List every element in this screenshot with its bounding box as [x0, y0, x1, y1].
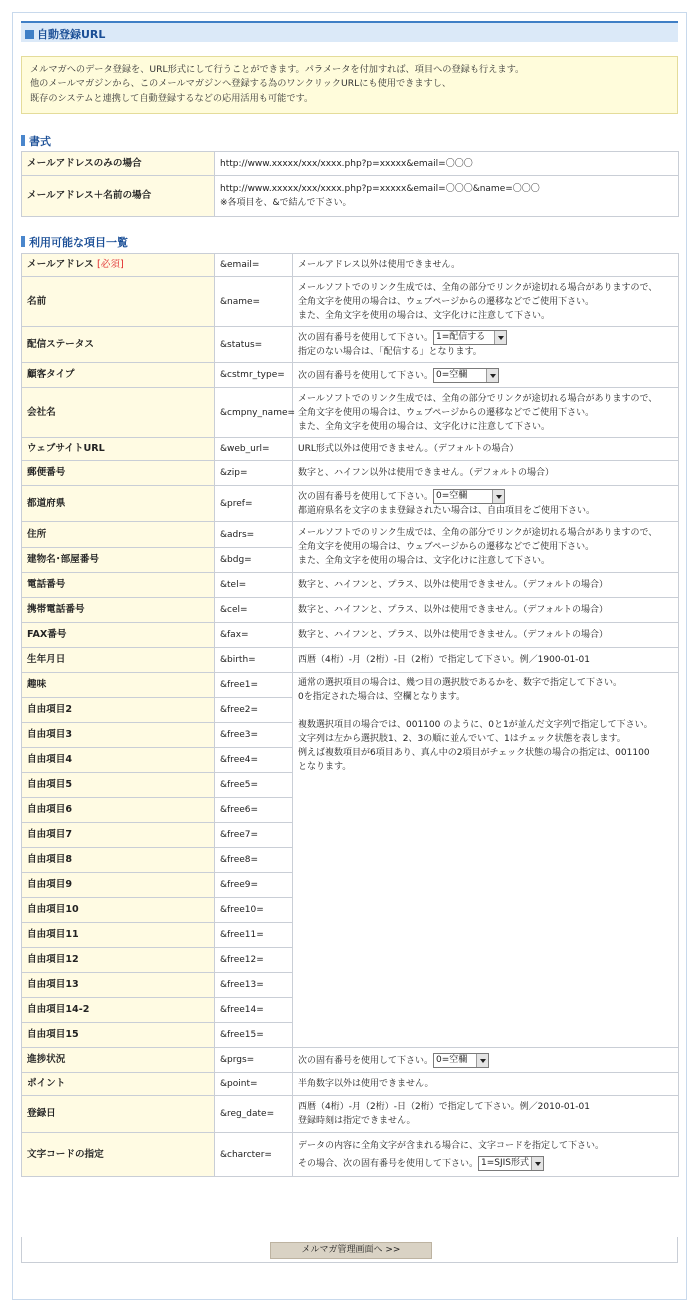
item-param: &prgs= — [215, 1048, 293, 1073]
item-param: &zip= — [215, 461, 293, 486]
item-param: &name= — [215, 277, 293, 327]
item-row — [22, 1073, 679, 1096]
item-row — [22, 598, 679, 623]
format-row — [22, 176, 679, 217]
item-label: 自由項目7 — [22, 823, 215, 848]
format-value: http://www.xxxxx/xxx/xxxx.php?p=xxxxx&email=〇〇〇 — [215, 152, 679, 176]
main-panel — [12, 12, 687, 1300]
item-param: &charcter= — [215, 1133, 293, 1177]
item-label: 自由項目11 — [22, 923, 215, 948]
item-desc: 西暦（4桁）-月（2桁）-日（2桁）で指定して下さい。例／1900-01-01 — [293, 648, 679, 673]
item-label: 進捗状況 — [22, 1048, 215, 1073]
item-param: &adrs= — [215, 522, 293, 548]
item-label: ウェブサイトURL — [22, 438, 215, 461]
item-param: &bdg= — [215, 548, 293, 573]
chevron-down-icon[interactable] — [476, 1054, 488, 1067]
item-row — [22, 573, 679, 598]
item-label: 携帯電話番号 — [22, 598, 215, 623]
item-param: &pref= — [215, 486, 293, 522]
format-table — [21, 151, 679, 217]
items-heading: 利用可能な項目一覧 — [21, 234, 128, 250]
item-label: 自由項目8 — [22, 848, 215, 873]
item-label: 名前 — [22, 277, 215, 327]
item-row — [22, 1096, 679, 1133]
item-param: &free15= — [215, 1023, 293, 1048]
item-label: 登録日 — [22, 1096, 215, 1133]
intro-line: 既存のシステムと連携して自動登録するなどの応用活用も可能です。 — [30, 92, 314, 104]
chevron-down-icon[interactable] — [494, 331, 506, 344]
item-row — [22, 1048, 679, 1073]
item-row — [22, 623, 679, 648]
item-desc: 次の固有番号を使用して下さい。 0=空欄 — [293, 1048, 679, 1073]
item-label: 配信ステータス — [22, 327, 215, 363]
item-desc: メールアドレス以外は使用できません。 — [293, 254, 679, 277]
footer-row — [21, 1237, 678, 1263]
required-badge: [必須] — [97, 259, 124, 270]
item-param: &free10= — [215, 898, 293, 923]
item-desc: 次の固有番号を使用して下さい。 0=空欄 都道府県名を文字のまま登録されたい場合は、自由項目をご使用下さい。 — [293, 486, 679, 522]
code-select[interactable]: 0=空欄 — [433, 368, 499, 383]
intro-line: 他のメールマガジンから、このメールマガジンへ登録する為のワンクリックURLにも使用できますし、 — [30, 78, 452, 90]
item-desc: 数字と、ハイフンと、プラス、以外は使用できません。（デフォルトの場合） — [293, 573, 679, 598]
item-param: &free9= — [215, 873, 293, 898]
page-title: 自動登録URL — [21, 21, 678, 42]
item-label: 自由項目2 — [22, 698, 215, 723]
item-label: ポイント — [22, 1073, 215, 1096]
heading-bar-icon — [21, 135, 25, 146]
title-square-icon — [25, 30, 34, 39]
item-desc: データの内容に全角文字が含まれる場合に、文字コードを指定して下さい。 その場合、次の固有番号を使用して下さい。 1=SJIS形式 — [293, 1133, 679, 1177]
item-param: &status= — [215, 327, 293, 363]
item-label: 生年月日 — [22, 648, 215, 673]
item-desc: URL形式以外は使用できません。（デフォルトの場合） — [293, 438, 679, 461]
item-param: &free11= — [215, 923, 293, 948]
item-param: &point= — [215, 1073, 293, 1096]
code-select[interactable]: 1=配信する — [433, 330, 507, 345]
item-row — [22, 648, 679, 673]
item-label: 自由項目3 — [22, 723, 215, 748]
item-row — [22, 438, 679, 461]
item-desc: 西暦（4桁）-月（2桁）-日（2桁）で指定して下さい。例／2010-01-01 登録時刻は指定できません。 — [293, 1096, 679, 1133]
item-label: 自由項目14-2 — [22, 998, 215, 1023]
format-value: http://www.xxxxx/xxx/xxxx.php?p=xxxxx&email=〇〇〇&name=〇〇〇 ※各項目を、&で結んで下さい。 — [215, 176, 679, 217]
item-label: 趣味 — [22, 673, 215, 698]
item-row — [22, 461, 679, 486]
item-label: メールアドレス [必須] — [22, 254, 215, 277]
item-param: &fax= — [215, 623, 293, 648]
item-desc: 通常の選択項目の場合は、幾つ目の選択肢であるかを、数字で指定して下さい。 0を指定された場合は、空欄となります。 複数選択項目の場合では、001100 のように、0と1が並んだ文字列で指定して下さい。 文字列は左から選択肢1、2、3の順に並んでいて、1はチェック状態を表します。 例えば複数項目が6項目あり、真ん中の2項目がチェック状態の場合の指定は、001100 となります。 — [293, 673, 679, 1048]
item-param: &free12= — [215, 948, 293, 973]
heading-bar-icon — [21, 236, 25, 247]
item-label: 会社名 — [22, 388, 215, 438]
item-param: &tel= — [215, 573, 293, 598]
intro-line: メルマガへのデータ登録を、URL形式にして行うことができます。パラメータを付加すれば、項目への登録も行えます。 — [30, 64, 525, 75]
item-param: &free2= — [215, 698, 293, 723]
item-desc: 数字と、ハイフンと、プラス、以外は使用できません。（デフォルトの場合） — [293, 598, 679, 623]
intro-box — [21, 56, 678, 114]
item-label: 住所 — [22, 522, 215, 548]
chevron-down-icon[interactable] — [492, 490, 504, 503]
item-label: 自由項目5 — [22, 773, 215, 798]
code-select[interactable]: 0=空欄 — [433, 1053, 489, 1068]
item-label: 顧客タイプ — [22, 363, 215, 388]
item-param: &web_url= — [215, 438, 293, 461]
item-param: &cel= — [215, 598, 293, 623]
item-param: &free4= — [215, 748, 293, 773]
items-table — [21, 253, 679, 1177]
format-heading: 書式 — [21, 133, 51, 149]
code-select[interactable]: 0=空欄 — [433, 489, 505, 504]
item-desc: 次の固有番号を使用して下さい。 0=空欄 — [293, 363, 679, 388]
item-row — [22, 277, 679, 327]
format-label: メールアドレスのみの場合 — [22, 152, 215, 176]
item-label: 都道府県 — [22, 486, 215, 522]
item-row — [22, 388, 679, 438]
item-desc: 次の固有番号を使用して下さい。 1=配信する 指定のない場合は、「配信する」となります。 — [293, 327, 679, 363]
item-row — [22, 327, 679, 363]
item-param: &cstmr_type= — [215, 363, 293, 388]
item-desc: 半角数字以外は使用できません。 — [293, 1073, 679, 1096]
item-label: 郵便番号 — [22, 461, 215, 486]
item-label: 自由項目4 — [22, 748, 215, 773]
item-row — [22, 673, 679, 698]
item-param: &email= — [215, 254, 293, 277]
item-row — [22, 486, 679, 522]
item-param: &free7= — [215, 823, 293, 848]
item-label: 文字コードの指定 — [22, 1133, 215, 1177]
item-label: 自由項目10 — [22, 898, 215, 923]
item-label: 自由項目9 — [22, 873, 215, 898]
item-row — [22, 1133, 679, 1177]
item-param: &free5= — [215, 773, 293, 798]
item-param: &birth= — [215, 648, 293, 673]
item-param: &free8= — [215, 848, 293, 873]
item-label: 電話番号 — [22, 573, 215, 598]
item-param: &free1= — [215, 673, 293, 698]
item-param: &free3= — [215, 723, 293, 748]
item-row — [22, 363, 679, 388]
item-label: 建物名･部屋番号 — [22, 548, 215, 573]
code-select[interactable]: 1=SJIS形式 — [478, 1156, 544, 1171]
item-label: 自由項目15 — [22, 1023, 215, 1048]
format-label: メールアドレス＋名前の場合 — [22, 176, 215, 217]
item-label: 自由項目13 — [22, 973, 215, 998]
item-desc: メールソフトでのリンク生成では、全角の部分でリンクが途切れる場合がありますので、 全角文字を使用の場合は、ウェブページからの遷移などでご使用下さい。 また、全角文字を使用の場合は、文字化けに注意して下さい。 — [293, 277, 679, 327]
item-param: &reg_date= — [215, 1096, 293, 1133]
format-row — [22, 152, 679, 176]
item-row — [22, 522, 679, 548]
back-to-admin-button[interactable]: メルマガ管理画面へ >> — [270, 1242, 432, 1259]
item-param: &free14= — [215, 998, 293, 1023]
item-param: &free6= — [215, 798, 293, 823]
item-param: &cmpny_name= — [215, 388, 293, 438]
item-desc: メールソフトでのリンク生成では、全角の部分でリンクが途切れる場合がありますので、 全角文字を使用の場合は、ウェブページからの遷移などでご使用下さい。 また、全角文字を使用の場合は、文字化けに注意して下さい。 — [293, 388, 679, 438]
item-desc: 数字と、ハイフンと、プラス、以外は使用できません。（デフォルトの場合） — [293, 623, 679, 648]
item-desc: メールソフトでのリンク生成では、全角の部分でリンクが途切れる場合がありますので、 全角文字を使用の場合は、ウェブページからの遷移などでご使用下さい。 また、全角文字を使用の場合は、文字化けに注意して下さい。 — [293, 522, 679, 573]
chevron-down-icon[interactable] — [486, 369, 498, 382]
item-label: 自由項目6 — [22, 798, 215, 823]
item-desc: 数字と、ハイフン以外は使用できません。（デフォルトの場合） — [293, 461, 679, 486]
item-label: 自由項目12 — [22, 948, 215, 973]
chevron-down-icon[interactable] — [531, 1157, 543, 1170]
item-label: FAX番号 — [22, 623, 215, 648]
item-param: &free13= — [215, 973, 293, 998]
item-row — [22, 254, 679, 277]
